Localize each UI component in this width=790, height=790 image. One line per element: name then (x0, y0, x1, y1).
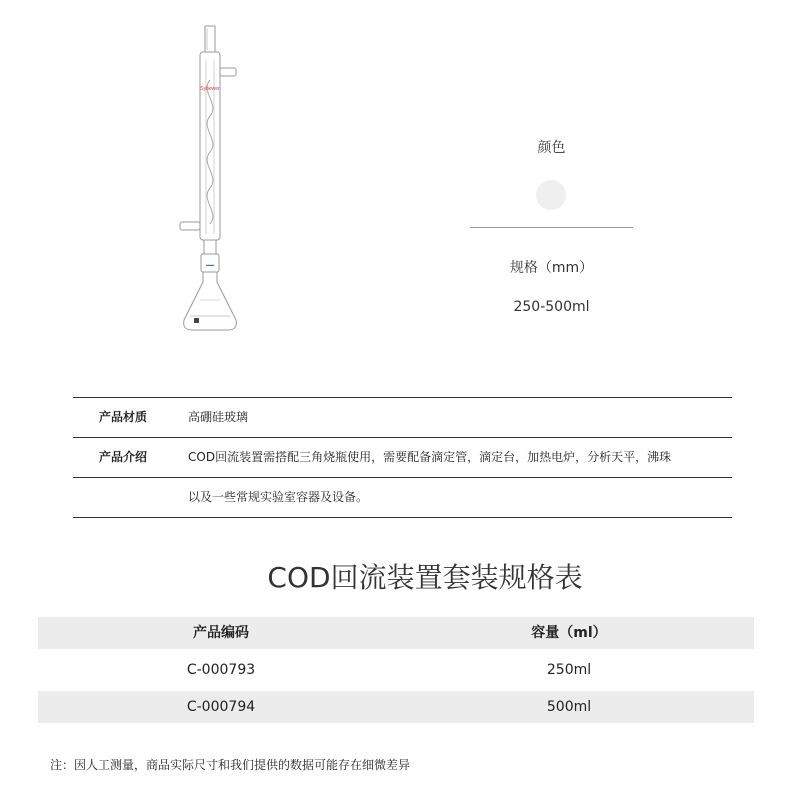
product-code-cell: C-000793 (186, 662, 256, 678)
info-key: 产品介绍 (99, 450, 148, 464)
info-value: COD回流装置需搭配三角烧瓶使用，需要配备滴定管，滴定台，加热电炉，分析天平，沸珠 (188, 450, 672, 464)
spec-option-label: 规格（mm） (509, 260, 594, 276)
info-row-material (73, 397, 732, 437)
table-row (38, 691, 754, 723)
svg-text:▬▬: ▬▬ (206, 262, 214, 267)
option-divider (470, 227, 633, 228)
color-swatch[interactable] (536, 180, 566, 210)
capacity-cell: 500ml (546, 699, 592, 715)
column-header-capacity: 容量（ml） (531, 625, 607, 641)
color-option-label: 颜色 (537, 140, 566, 156)
spec-table (38, 617, 754, 723)
product-info-table (73, 397, 732, 518)
product-code-cell: C-000794 (186, 699, 256, 715)
brand-mark: Sybewer (200, 86, 220, 92)
info-row-intro-continued (73, 477, 732, 518)
column-header-code: 产品编码 (193, 625, 249, 641)
product-image (170, 20, 250, 340)
measurement-footnote: 注：因人工测量，商品实际尺寸和我们提供的数据可能存在细微差异 (50, 758, 411, 772)
info-key: 产品材质 (99, 410, 148, 424)
table-row (38, 649, 754, 691)
spec-table-header (38, 617, 754, 649)
spec-table-title: COD回流装置套装规格表 (267, 561, 583, 594)
info-value: 以及一些常规实验室容器及设备。 (188, 490, 369, 504)
capacity-cell: 250ml (546, 662, 592, 678)
info-row-intro (73, 437, 732, 477)
spec-option-value[interactable]: 250-500ml (513, 299, 590, 315)
info-value: 高硼硅玻璃 (188, 410, 249, 424)
